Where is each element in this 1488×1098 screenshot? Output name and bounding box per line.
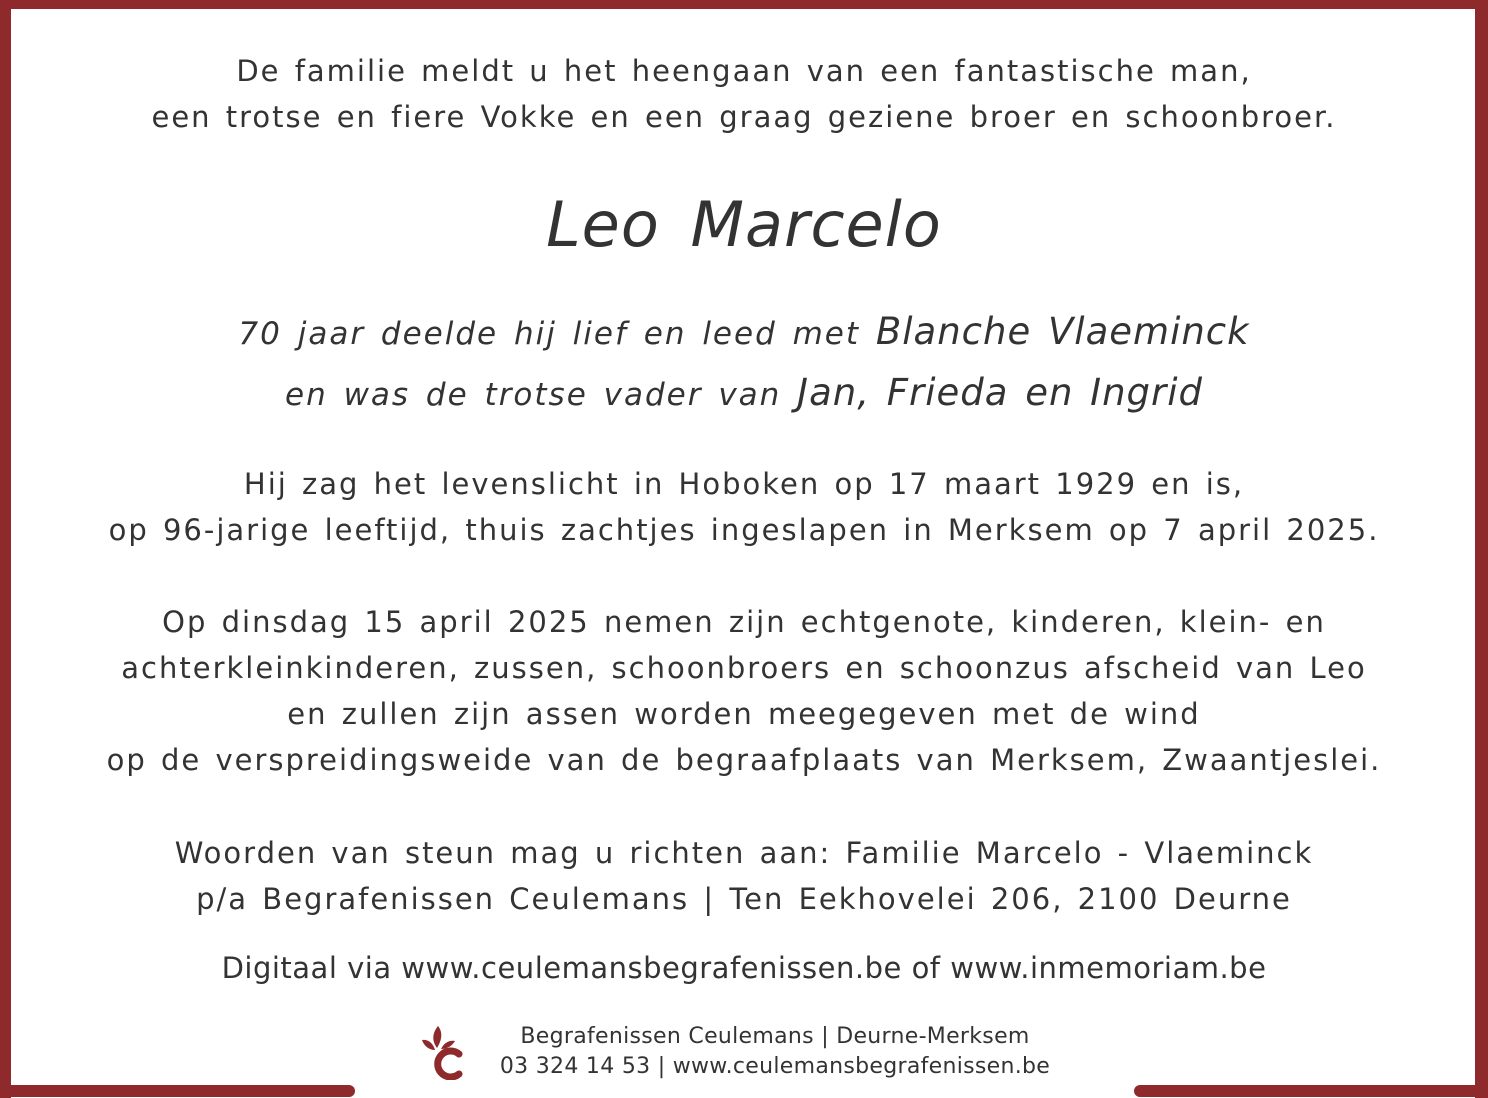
farewell-line-3: en zullen zijn assen worden meegegeven met de wind (287, 697, 1201, 731)
bottom-left-bar (0, 1085, 355, 1097)
intro-line-1: De familie meldt u het heengaan van een fantastische man, (236, 54, 1252, 88)
frame-left-border (0, 0, 11, 1098)
relation-line-2 (0, 371, 1488, 414)
children-names: Jan, Frieda en Ingrid (797, 371, 1203, 414)
footer-line-1: Begrafenissen Ceulemans | Deurne-Merksem (520, 1024, 1030, 1049)
relation-line-2-text: en was de trotse vader van (285, 377, 798, 413)
spouse-name: Blanche Vlaeminck (875, 310, 1250, 353)
digital-condolence-line: Digitaal via www.ceulemansbegrafenissen.be of www.inmemoriam.be (221, 951, 1267, 985)
frame-top-border (0, 0, 1488, 9)
farewell-line-1: Op dinsdag 15 april 2025 nemen zijn echtgenote, kinderen, klein- en (162, 605, 1326, 639)
life-line-1: Hij zag het levenslicht in Hoboken op 17 maart 1929 en is, (243, 467, 1245, 501)
support-line-2: p/a Begrafenissen Ceulemans | Ten Eekhovelei 206, 2100 Deurne (196, 882, 1292, 916)
life-line-2: op 96-jarige leeftijd, thuis zachtjes ingeslapen in Merksem op 7 april 2025. (108, 513, 1380, 547)
frame-right-border (1475, 0, 1488, 1098)
bottom-right-bar (1134, 1085, 1488, 1097)
intro-line-2: een trotse en fiere Vokke en een graag geziene broer en schoonbroer. (151, 100, 1337, 134)
relation-line-1-text: 70 jaar deelde hij lief en leed met (238, 316, 876, 352)
relation-line-1 (0, 310, 1488, 353)
support-line-1: Woorden van steun mag u richten aan: Familie Marcelo - Vlaeminck (174, 836, 1314, 870)
footer-line-2: 03 324 14 53 | www.ceulemansbegrafenissen.be (499, 1054, 1051, 1079)
farewell-line-2: achterkleinkinderen, zussen, schoonbroers en schoonzus afscheid van Leo (121, 651, 1367, 685)
ceulemans-logo-icon (421, 1024, 471, 1080)
farewell-line-4: op de verspreidingsweide van de begraafplaats van Merksem, Zwaantjeslei. (106, 743, 1382, 777)
deceased-name: Leo Marcelo (546, 188, 942, 261)
